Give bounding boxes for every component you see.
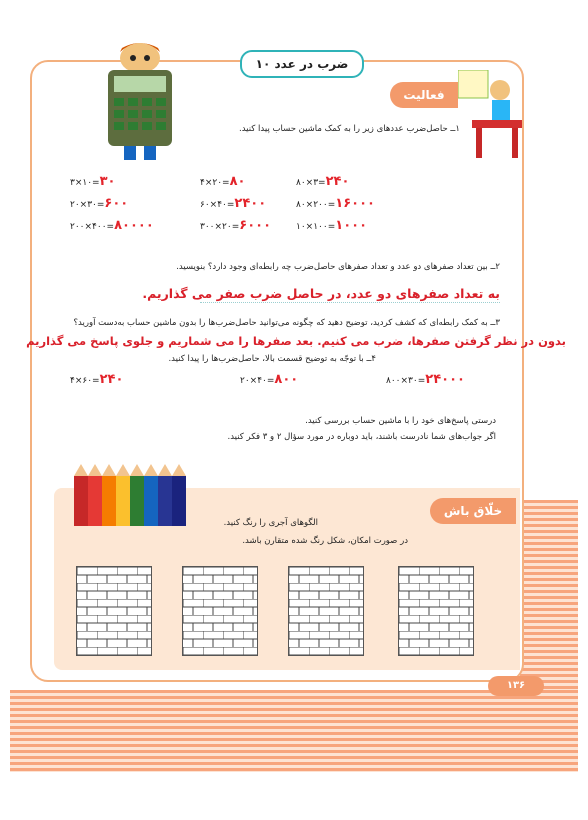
pencil (172, 464, 186, 526)
multiplication-grid (70, 174, 380, 244)
page-title: ضرب در عدد ۱۰ (240, 50, 364, 78)
pencil (88, 464, 102, 526)
activity-tab: فعالیت (390, 82, 458, 108)
grid-item: ۳۰۰×۲۰=۶۰۰۰ (200, 218, 272, 233)
question-2-answer: به تعداد صفرهای دو عدد، در حاصل ضرب صفر می گذاریم. (142, 286, 500, 301)
creative-line-2: در صورت امکان، شکل رنگ شده متقارن باشد. (242, 536, 408, 546)
creative-tab: خلّاق باش (430, 498, 516, 524)
grid-item: ۲۰×۳۰=۶۰۰ (70, 196, 129, 211)
pencil (74, 464, 88, 526)
grid-item: ۴×۲۰=۸۰ (200, 174, 246, 189)
grid-item: ۲۰۰×۴۰۰=۸۰۰۰۰ (70, 218, 154, 233)
pencil (158, 464, 172, 526)
student-desk-illustration (458, 70, 528, 162)
bottom-stripes (10, 690, 578, 772)
question-4: ۴ــ با توجّه به توضیح قسمت بالا، حاصل‌ضرب‌ها را پیدا کنید. (168, 354, 376, 364)
question-2: ۲ــ بین تعداد صفرهای دو عدد و تعداد صفرهای حاصل‌ضرب چه رابطه‌ای وجود دارد؟ بنویسید. (176, 262, 500, 272)
check-line-1: درستی پاسخ‌های خود را با ماشین حساب بررسی کنید. (305, 416, 496, 426)
question-3-answer: بدون در نظر گرفتن صفرها، ضرب می کنیم. بعد صفرها را می شماریم و جلوی پاسخ می گذاریم (26, 334, 566, 348)
brick-pattern[interactable] (76, 566, 152, 656)
q4-item: ۸۰۰×۳۰=۲۴۰۰۰ (386, 372, 465, 387)
grid-item: ۳×۱۰=۳۰ (70, 174, 116, 189)
page-number: ۱۳۶ (488, 676, 544, 696)
grid-item: ۶۰×۴۰=۲۴۰۰ (200, 196, 267, 211)
q4-item: ۴×۶۰=۲۴۰ (70, 372, 124, 387)
answer-line (200, 302, 500, 303)
question-1: ۱ــ حاصل‌ضرب عددهای زیر را به کمک ماشین حساب پیدا کنید. (239, 124, 460, 134)
pencil (130, 464, 144, 526)
creative-line-1: الگوهای آجری را رنگ کنید. (223, 518, 318, 528)
pencil (102, 464, 116, 526)
brick-pattern[interactable] (288, 566, 364, 656)
grid-item: ۸۰×۲۰۰=۱۶۰۰۰ (296, 196, 375, 211)
grid-item: ۸۰×۳=۲۴۰ (296, 174, 350, 189)
right-stripes (520, 500, 578, 690)
check-line-2: اگر جواب‌های شما نادرست باشند، باید دوباره در مورد سؤال ۲ و ۳ فکر کنید. (227, 432, 496, 442)
pencil (116, 464, 130, 526)
question-3: ۳ــ به کمک رابطه‌ای که کشف کردید، توضیح دهید که چگونه می‌توانید حاصل‌ضرب‌ها را بدون ماشین حساب به‌دست آورید؟ (73, 318, 500, 328)
q4-item: ۲۰×۴۰=۸۰۰ (240, 372, 299, 387)
brick-pattern[interactable] (182, 566, 258, 656)
pencil (144, 464, 158, 526)
calculator-boy-illustration (100, 40, 180, 165)
brick-pattern[interactable] (398, 566, 474, 656)
colored-pencils-illustration (74, 462, 194, 526)
grid-item: ۱۰×۱۰۰=۱۰۰۰ (296, 218, 368, 233)
